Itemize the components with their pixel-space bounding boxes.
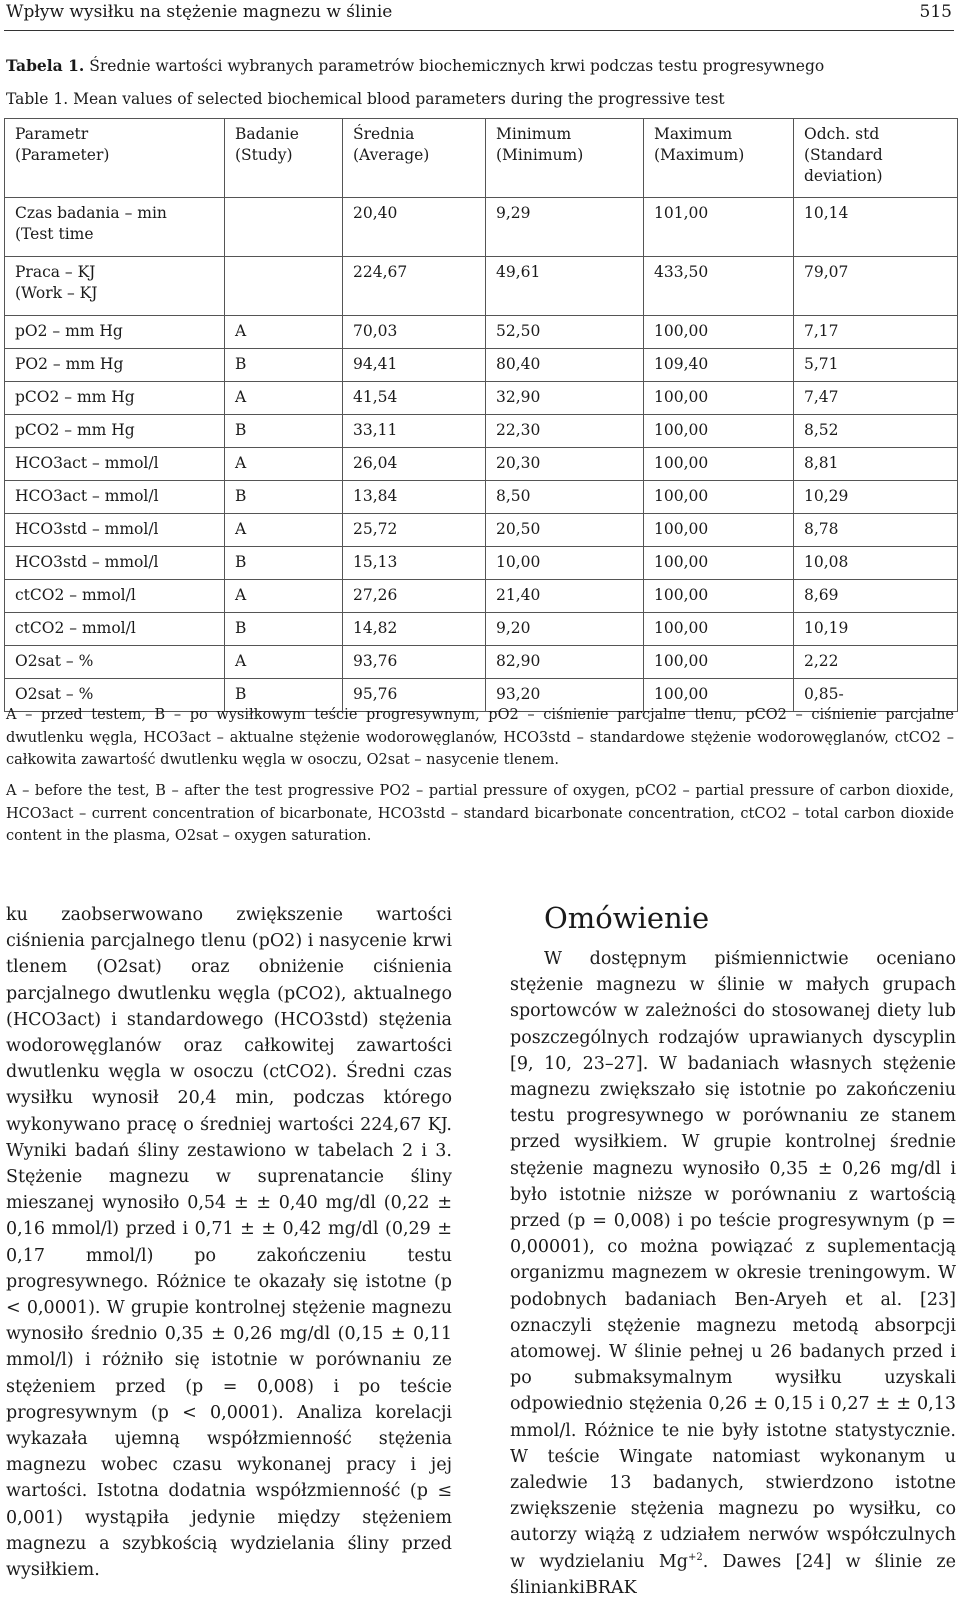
data-table bbox=[4, 118, 958, 712]
cell-maximum: 100,00 bbox=[644, 580, 794, 613]
cell-study: B bbox=[225, 547, 343, 580]
cell-minimum: 21,40 bbox=[486, 580, 644, 613]
caption-text-en: Mean values of selected biochemical blood parameters during the progressive test bbox=[73, 90, 725, 108]
cell-study: B bbox=[225, 415, 343, 448]
cell-average: 70,03 bbox=[343, 316, 486, 349]
cell-minimum: 32,90 bbox=[486, 382, 644, 415]
cell-average: 14,82 bbox=[343, 613, 486, 646]
param-en: (Test time bbox=[15, 225, 94, 243]
cell-minimum: 20,50 bbox=[486, 514, 644, 547]
header-en: (Parameter) bbox=[15, 146, 110, 164]
param-en: (Work – KJ bbox=[15, 284, 98, 302]
left-column bbox=[6, 902, 452, 1583]
cell-minimum: 20,30 bbox=[486, 448, 644, 481]
table-row bbox=[5, 448, 958, 481]
cell-maximum: 100,00 bbox=[644, 646, 794, 679]
cell-std-dev: 2,22 bbox=[794, 646, 958, 679]
header-parameter bbox=[5, 119, 225, 198]
cell-average: 41,54 bbox=[343, 382, 486, 415]
cell-study: A bbox=[225, 382, 343, 415]
header-pl: Parametr bbox=[15, 125, 89, 143]
table-caption-en bbox=[6, 89, 725, 109]
table-caption-pl bbox=[6, 56, 824, 76]
header-minimum bbox=[486, 119, 644, 198]
cell-minimum: 52,50 bbox=[486, 316, 644, 349]
right-column-text: W dostępnym piśmiennictwie oceniano stężenie magnezu w ślinie w małych grupach sportowców w zależności do stosowanej diety lub poszczególnych rodzajów uprawianych dyscyplin [9, 10, 23–27]. W badaniach własnych stężenie magnezu zwiększało się istotnie po zakończeniu testu progresywnego w porównaniu ze stanem przed wysiłkiem. W grupie kontrolnej średnie stężenie magnezu wynosiło 0,35 ± 0,26 mg/dl i było istotnie niższe w porównaniu z wartością przed (p = 0,008) i po teście progresywnym (p = 0,00001), co można powiązać z suplementacją organizmu magnezem w okresie treningowym. W podobnych badaniach Ben-Aryeh et al. [23] oznaczyli stężenie magnezu metodą absorpcji atomowej. W ślinie pełnej u 26 badanych przed i po submaksymalnym wysiłku uzyskali odpowiednio stężenia 0,26 ± 0,15 i 0,27 ± ± 0,13 mmol/l. Różnice te nie były istotne statystycznie. W teście Wingate natomiast wykonanym u zaledwie 13 badanych, stwierdzono istotne zwiększenie stężenia magnezu po wysiłku, co autorzy wiążą z udziałem nerwów współczulnych w wydzielaniu Mg bbox=[510, 949, 956, 1572]
table-row bbox=[5, 382, 958, 415]
header-en: (Maximum) bbox=[654, 146, 745, 164]
cell-param: HCO3act – mmol/l bbox=[5, 481, 225, 514]
table-header-row bbox=[5, 119, 958, 198]
cell-maximum: 100,00 bbox=[644, 316, 794, 349]
cell-study bbox=[225, 257, 343, 316]
cell-minimum: 49,61 bbox=[486, 257, 644, 316]
cell-maximum: 100,00 bbox=[644, 679, 794, 712]
header-en: (Standard deviation) bbox=[804, 146, 883, 185]
header-pl: Maximum bbox=[654, 125, 733, 143]
cell-std-dev: 10,19 bbox=[794, 613, 958, 646]
cell-average: 13,84 bbox=[343, 481, 486, 514]
header-en: (Minimum) bbox=[496, 146, 584, 164]
caption-text-pl: Średnie wartości wybranych parametrów biochemicznych krwi podczas testu progresywnego bbox=[89, 57, 825, 75]
cell-average: 25,72 bbox=[343, 514, 486, 547]
cell-study: A bbox=[225, 448, 343, 481]
header-en: (Study) bbox=[235, 146, 293, 164]
cell-maximum: 100,00 bbox=[644, 481, 794, 514]
cell-std-dev: 0,85- bbox=[794, 679, 958, 712]
table-row bbox=[5, 514, 958, 547]
table-row bbox=[5, 316, 958, 349]
cell-study: B bbox=[225, 613, 343, 646]
running-head bbox=[4, 0, 954, 31]
cell-param: pCO2 – mm Hg bbox=[5, 415, 225, 448]
header-std-dev bbox=[794, 119, 958, 198]
param-pl: Praca – KJ bbox=[15, 263, 96, 281]
table-notes-en: A – before the test, B – after the test progressive PO2 – partial pressure of oxygen, pCO2 – partial pressure of carbon dioxide, HCO3act – current concentration of bicarbonate, HCO3std – standard bicarbonate concentration, ctCO2 – total carbon dioxide content in the plasma, O2sat – oxygen saturation. bbox=[6, 783, 954, 844]
cell-maximum: 109,40 bbox=[644, 349, 794, 382]
header-average bbox=[343, 119, 486, 198]
cell-study: B bbox=[225, 481, 343, 514]
cell-std-dev: 10,08 bbox=[794, 547, 958, 580]
cell-param: O2sat – % bbox=[5, 646, 225, 679]
cell-maximum: 100,00 bbox=[644, 547, 794, 580]
header-study bbox=[225, 119, 343, 198]
cell-std-dev: 8,78 bbox=[794, 514, 958, 547]
cell-average: 33,11 bbox=[343, 415, 486, 448]
cell-minimum: 22,30 bbox=[486, 415, 644, 448]
table-row bbox=[5, 580, 958, 613]
cell-maximum: 433,50 bbox=[644, 257, 794, 316]
right-column bbox=[510, 898, 956, 1601]
cell-minimum: 9,20 bbox=[486, 613, 644, 646]
cell-param: HCO3act – mmol/l bbox=[5, 448, 225, 481]
cell-param: pCO2 – mm Hg bbox=[5, 382, 225, 415]
header-pl: Badanie bbox=[235, 125, 299, 143]
cell-study: A bbox=[225, 580, 343, 613]
cell-average: 26,04 bbox=[343, 448, 486, 481]
table-row bbox=[5, 415, 958, 448]
cell-maximum: 100,00 bbox=[644, 415, 794, 448]
cell-average: 95,76 bbox=[343, 679, 486, 712]
table-notes-pl: A – przed testem, B – po wysiłkowym teście progresywnym, pO2 – ciśnienie parcjalne tlenu, pCO2 – ciśnienie parcjalne dwutlenku węgla, HCO3act – aktualne stężenie wodorowęglanów, HCO3std – standardowe stężenie wodorowęglanów, ctCO2 – całkowita zawartość dwutlenku węgla w osoczu, O2sat – nasycenie tlenem. bbox=[6, 707, 954, 768]
cell-maximum: 100,00 bbox=[644, 448, 794, 481]
cell-param bbox=[5, 257, 225, 316]
header-pl: Odch. std bbox=[804, 125, 880, 143]
cell-study: B bbox=[225, 679, 343, 712]
cell-param: pO2 – mm Hg bbox=[5, 316, 225, 349]
cell-param bbox=[5, 198, 225, 257]
table-row bbox=[5, 198, 958, 257]
cell-std-dev: 5,71 bbox=[794, 349, 958, 382]
cell-std-dev: 8,52 bbox=[794, 415, 958, 448]
cell-average: 94,41 bbox=[343, 349, 486, 382]
cell-study: A bbox=[225, 316, 343, 349]
cell-average: 93,76 bbox=[343, 646, 486, 679]
caption-label-en: Table 1. bbox=[6, 90, 69, 108]
cell-std-dev: 8,69 bbox=[794, 580, 958, 613]
section-heading: Omówienie bbox=[544, 901, 710, 935]
right-column-paragraph bbox=[510, 946, 956, 1601]
cell-param: ctCO2 – mmol/l bbox=[5, 580, 225, 613]
cell-param: PO2 – mm Hg bbox=[5, 349, 225, 382]
cell-maximum: 100,00 bbox=[644, 613, 794, 646]
param-pl: Czas badania – min bbox=[15, 204, 167, 222]
header-en: (Average) bbox=[353, 146, 430, 164]
cell-param: HCO3std – mmol/l bbox=[5, 514, 225, 547]
table-row bbox=[5, 547, 958, 580]
cell-minimum: 9,29 bbox=[486, 198, 644, 257]
cell-param: ctCO2 – mmol/l bbox=[5, 613, 225, 646]
running-head-title: Wpływ wysiłku na stężenie magnezu w ślinie bbox=[6, 2, 393, 22]
cell-maximum: 101,00 bbox=[644, 198, 794, 257]
table-row bbox=[5, 257, 958, 316]
cell-study: B bbox=[225, 349, 343, 382]
cell-minimum: 8,50 bbox=[486, 481, 644, 514]
right-column-text-end: . Dawes [24] w ślinie ze śliniankiBRAK bbox=[510, 1551, 956, 1598]
table-row bbox=[5, 349, 958, 382]
cell-param: O2sat – % bbox=[5, 679, 225, 712]
header-maximum bbox=[644, 119, 794, 198]
cell-std-dev: 10,29 bbox=[794, 481, 958, 514]
header-pl: Minimum bbox=[496, 125, 572, 143]
cell-minimum: 82,90 bbox=[486, 646, 644, 679]
cell-average: 15,13 bbox=[343, 547, 486, 580]
cell-minimum: 80,40 bbox=[486, 349, 644, 382]
cell-std-dev: 7,47 bbox=[794, 382, 958, 415]
cell-std-dev: 10,14 bbox=[794, 198, 958, 257]
superscript-charge: +2 bbox=[687, 1551, 703, 1563]
caption-label-pl: Tabela 1. bbox=[6, 56, 85, 75]
cell-average: 20,40 bbox=[343, 198, 486, 257]
cell-study bbox=[225, 198, 343, 257]
cell-std-dev: 7,17 bbox=[794, 316, 958, 349]
cell-std-dev: 79,07 bbox=[794, 257, 958, 316]
cell-study: A bbox=[225, 514, 343, 547]
page-number: 515 bbox=[919, 2, 952, 22]
left-column-text: ku zaobserwowano zwiększenie wartości ciśnienia parcjalnego tlenu (pO2) i nasycenie krwi tlenem (O2sat) oraz obniżenie ciśnienia parcjalnego dwutlenku węgla (pCO2), aktualnego (HCO3act) i standardowego (HCO3std) stężenia wodorowęglanów oraz całkowitej zawartości dwutlenku węgla w osoczu (ctCO2). Średni czas wysiłku wynosił 20,4 min, podczas którego wykonywano pracę o średniej wartości 224,67 KJ. Wyniki badań śliny zestawiono w tabelach 2 i 3. Stężenie magnezu w suprenatancie śliny mieszanej wynosiło 0,54 ± ± 0,40 mg/dl (0,22 ± 0,16 mmol/l) przed i 0,71 ± ± 0,42 mg/dl (0,29 ± 0,17 mmol/l) po zakończeniu testu progresywnego. Różnice te okazały się istotne (p < 0,0001). W grupie kontrolnej stężenie magnezu wynosiło średnio 0,35 ± 0,26 mg/dl (0,15 ± 0,11 mmol/l) i różniło się istotnie w porównaniu ze stężeniem przed (p = 0,008) i po teście progresywnym (p < 0,0001). Analiza korelacji wykazała ujemną współzmienność stężenia magnezu wobec czasu wykonanej pracy i jej wartości. Istotna dodatnia współzmienność (p ≤ 0,001) wystąpiła jedynie między stężeniem magnezu a szybkością wydzielania śliny przed wysiłkiem. bbox=[6, 905, 452, 1581]
cell-maximum: 100,00 bbox=[644, 514, 794, 547]
table-row bbox=[5, 646, 958, 679]
cell-maximum: 100,00 bbox=[644, 382, 794, 415]
table-row bbox=[5, 481, 958, 514]
cell-std-dev: 8,81 bbox=[794, 448, 958, 481]
cell-minimum: 10,00 bbox=[486, 547, 644, 580]
header-pl: Średnia bbox=[353, 125, 415, 143]
cell-study: A bbox=[225, 646, 343, 679]
table-row bbox=[5, 613, 958, 646]
cell-average: 224,67 bbox=[343, 257, 486, 316]
cell-average: 27,26 bbox=[343, 580, 486, 613]
cell-minimum: 93,20 bbox=[486, 679, 644, 712]
cell-param: HCO3std – mmol/l bbox=[5, 547, 225, 580]
